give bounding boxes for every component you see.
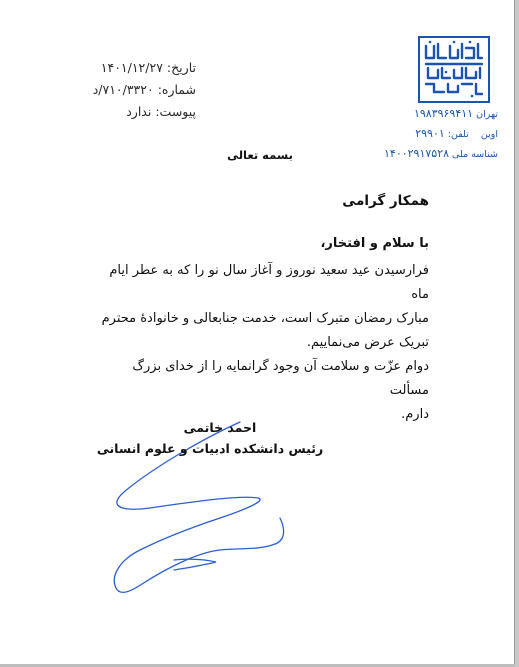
page-edge-shadow <box>515 0 519 667</box>
signer-title: رئیس دانشکده ادبیات و علوم انسانی <box>96 441 324 456</box>
org-address-line <box>378 104 498 124</box>
org-area: اوین <box>480 129 498 140</box>
letter-salutation: با سلام و افتخار، <box>320 236 429 251</box>
letter-body-line: فرارسیدن عید سعید نوروز و آغاز سال نو را که به عطر ایام ماه <box>109 263 429 302</box>
org-postal-code: ۱۹۸۳۹۶۹۴۱۱ <box>413 107 474 120</box>
meta-date-label: تاریخ: <box>166 60 196 75</box>
logo-calligraphy-icon <box>420 38 488 101</box>
meta-date: ۱۴۰۱/۱۲/۲۷ <box>100 60 163 75</box>
meta-number-row <box>92 79 196 101</box>
letter-body-line: دوام عزّت و سلامت آن وجود گرانمایه را از خدای بزرگ مسألت <box>132 359 429 398</box>
org-national-id-line <box>378 144 498 164</box>
university-contact-info <box>378 104 498 164</box>
letter-invocation: بسمه تعالی <box>227 148 293 162</box>
org-phone: ۲۹۹۰۱ <box>415 127 445 140</box>
university-logo <box>418 36 490 103</box>
meta-number: ۷۱۰/۳۳۲۰/د <box>92 82 154 97</box>
org-phone-line <box>378 124 498 144</box>
meta-attachment: ندارد <box>126 104 152 119</box>
org-national-id-label: شناسه ملی <box>452 149 498 160</box>
meta-number-label: شماره: <box>157 82 196 97</box>
letter-body-line: دارم. <box>401 407 429 422</box>
meta-attachment-row <box>96 101 196 123</box>
org-national-id: ۱۴۰۰۲۹۱۷۵۲۸ <box>384 147 450 160</box>
org-city: تهران <box>476 109 498 120</box>
letter-body-line: مبارک رمضان متبرک است، خدمت جنابعالی و خانوادۀ محترم <box>101 311 429 326</box>
letter-meta <box>92 57 196 123</box>
letter-greeting: همکار گرامی <box>342 193 429 209</box>
letter-body-line: تبریک عرض می‌نماییم. <box>306 335 429 350</box>
signer-name: احمد خاتمی <box>183 420 257 435</box>
meta-date-row <box>96 57 196 79</box>
org-phone-label: تلفن: <box>447 129 469 140</box>
meta-attachment-label: پیوست: <box>155 104 196 119</box>
